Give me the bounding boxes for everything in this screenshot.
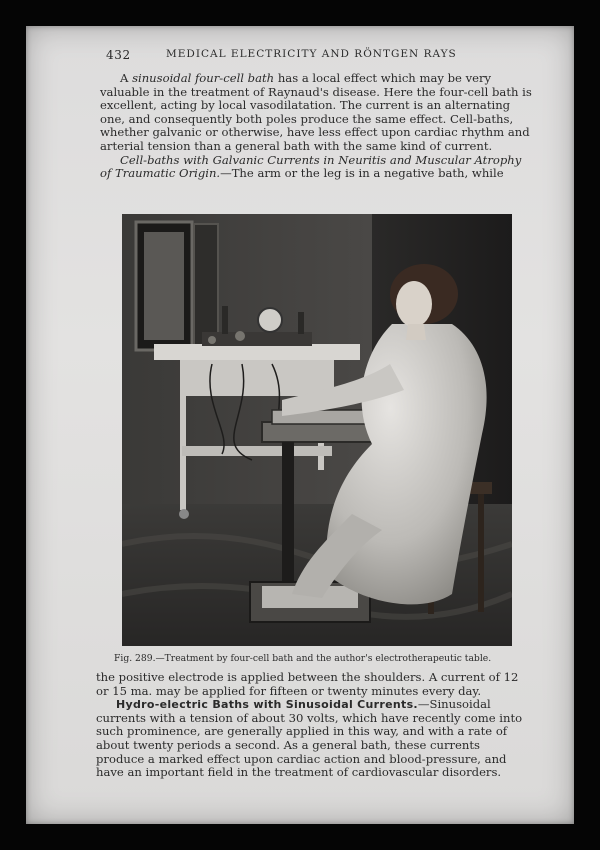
knob bbox=[235, 331, 245, 341]
paragraph-continuation: the positive electrode is applied between the shoulders. A current of 12 or 15 ma. may be applied for fifteen or twenty minutes every day. bbox=[96, 670, 519, 698]
mirror-glass bbox=[144, 232, 184, 340]
section-lead: Cell-baths with Galvanic Currents in Neuritis and Muscular Atrophy of Traumatic Origin. bbox=[100, 152, 522, 181]
para-rest: has a local effect which may be very valuable in the treatment of Raynaud's disease. Here the four-cell bath is excellent, acting by local vasodilatation. The current is an alternating one, and consequently both poles produce the same effect. Cell-baths, whether galvanic or otherwise, have less effect upon cardiac rhythm and arterial tension than a general bath with the same kind of current. bbox=[100, 71, 532, 153]
bottom-text-block bbox=[96, 671, 526, 780]
woman-face bbox=[396, 281, 432, 327]
paragraph-four-cell-bath bbox=[100, 72, 536, 154]
section-heading: Hydro-electric Baths with Sinusoidal Currents. bbox=[116, 698, 418, 712]
meter-dial bbox=[258, 308, 282, 332]
apparatus-post bbox=[222, 306, 228, 334]
top-text-block bbox=[100, 72, 536, 181]
woman-neck bbox=[406, 324, 426, 340]
paragraph-galvanic-cell-baths bbox=[100, 154, 536, 181]
italic-term: sinusoidal four-cell bath bbox=[132, 71, 275, 85]
stool-leg bbox=[478, 494, 484, 612]
figure-caption: Fig. 289.—Treatment by four-cell bath and the author's electrotherapeutic table. bbox=[114, 653, 492, 664]
apparatus-base bbox=[202, 332, 312, 346]
running-head: MEDICAL ELECTRICITY AND RÖNTGEN RAYS bbox=[166, 48, 457, 60]
table-leg bbox=[180, 360, 186, 510]
knob bbox=[208, 336, 216, 344]
stand-column bbox=[282, 442, 294, 582]
figure-photograph bbox=[122, 214, 512, 646]
table-top bbox=[154, 344, 360, 360]
cabinet bbox=[194, 224, 218, 348]
para-rest: —The arm or the leg is in a negative bath, while bbox=[220, 166, 504, 181]
paragraph-sinusoidal-baths bbox=[96, 698, 526, 780]
apparatus-post bbox=[298, 312, 304, 334]
table-apron bbox=[184, 360, 334, 396]
book-page bbox=[26, 26, 574, 824]
para-rest: —Sinusoidal currents with a tension of about 30 volts, which have recently come into such prominence, are generally applied in this way, and with a rate of about twenty periods a second. As a general bath, these currents produce a marked effect upon cardiac action and blood-pressure, and have an important field in the treatment of cardiovascular disorders. bbox=[96, 697, 523, 780]
table-shelf bbox=[182, 446, 332, 456]
caster bbox=[179, 509, 189, 519]
page-number: 432 bbox=[106, 48, 131, 62]
para-start: A bbox=[120, 71, 133, 85]
